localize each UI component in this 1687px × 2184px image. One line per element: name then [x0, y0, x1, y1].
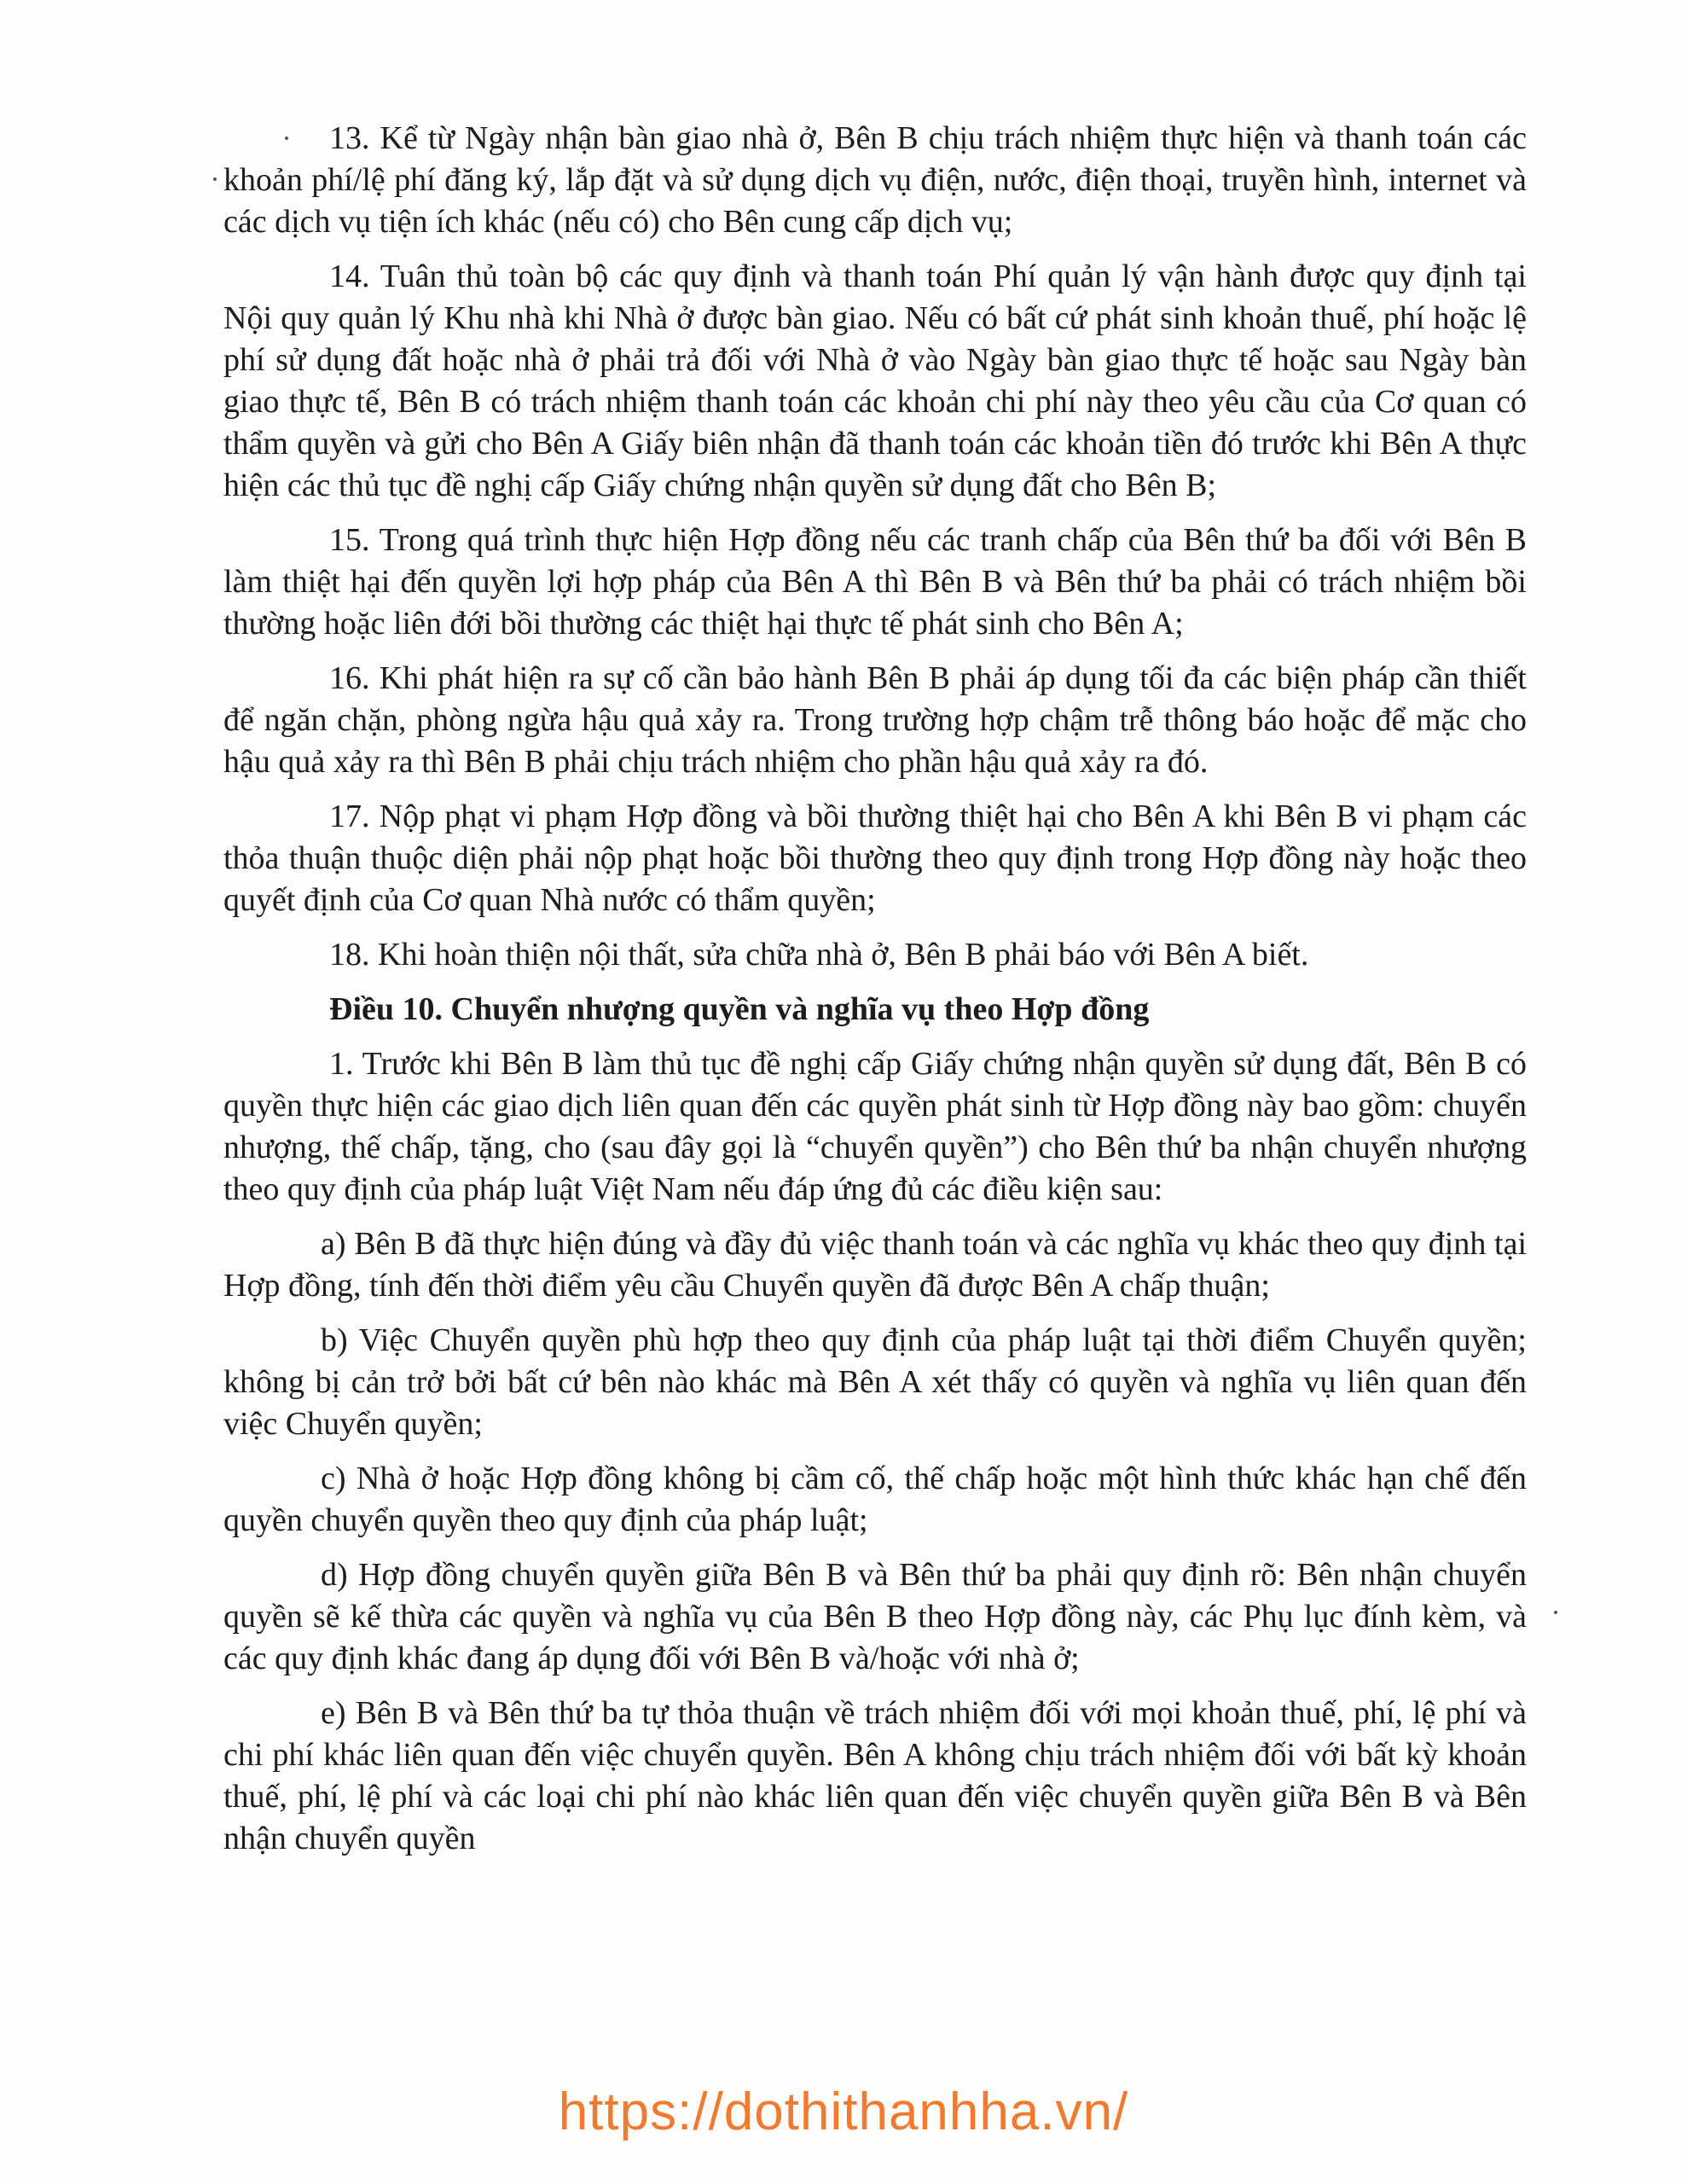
clause-18: 18. Khi hoàn thiện nội thất, sửa chữa nhà ở, Bên B phải báo với Bên A biết. [329, 937, 1309, 973]
condition-b: b) Việc Chuyển quyền phù hợp theo quy định của pháp luật tại thời điểm Chuyển quyền; không bị cản trở bởi bất cứ bên nào khác mà Bên A xét thấy có quyền và nghĩa vụ liên quan đến việc Chuyển quyền; [223, 1322, 1527, 1442]
condition-a: a) Bên B đã thực hiện đúng và đầy đủ việc thanh toán và các nghĩa vụ khác theo quy định tại Hợp đồng, tính đến thời điểm yêu cầu Chuyển quyền đã được Bên A chấp thuận; [223, 1226, 1527, 1304]
clause-14: 14. Tuân thủ toàn bộ các quy định và thanh toán Phí quản lý vận hành được quy định tại Nội quy quản lý Khu nhà khi Nhà ở được bàn giao. Nếu có bất cứ phát sinh khoản thuế, phí hoặc lệ phí sử dụng đất hoặc nhà ở phải trả đối với Nhà ở vào Ngày bàn giao thực tế hoặc sau Ngày bàn giao thực tế, Bên B có trách nhiệm thanh toán các khoản chi phí này theo yêu cầu của Cơ quan có thẩm quyền và gửi cho Bên A Giấy biên nhận đã thanh toán các khoản tiền đó trước khi Bên A thực hiện các thủ tục đề nghị cấp Giấy chứng nhận quyền sử dụng đất cho Bên B; [223, 258, 1527, 503]
article-10-heading: Điều 10. Chuyển nhượng quyền và nghĩa vụ theo Hợp đồng [329, 991, 1150, 1027]
scan-speck [213, 177, 217, 181]
clause-16: 16. Khi phát hiện ra sự cố cần bảo hành Bên B phải áp dụng tối đa các biện pháp cần thiết để ngăn chặn, phòng ngừa hậu quả xảy ra. Trong trường hợp chậm trễ thông báo hoặc để mặc cho hậu quả xảy ra thì Bên B phải chịu trách nhiệm cho phần hậu quả xảy ra đó. [223, 660, 1527, 780]
condition-c: c) Nhà ở hoặc Hợp đồng không bị cầm cố, thế chấp hoặc một hình thức khác hạn chế đến quyền chuyển quyền theo quy định của pháp luật; [223, 1461, 1527, 1538]
watermark-url[interactable]: https://dothithanhha.vn/ [558, 2082, 1129, 2141]
scan-speck [1554, 1611, 1557, 1614]
clause-13: 13. Kể từ Ngày nhận bàn giao nhà ở, Bên B chịu trách nhiệm thực hiện và thanh toán các khoản phí/lệ phí đăng ký, lắp đặt và sử dụng dịch vụ điện, nước, điện thoại, truyền hình, internet và các dịch vụ tiện ích khác (nếu có) cho Bên cung cấp dịch vụ; [223, 120, 1527, 240]
document-body [223, 118, 1527, 1873]
condition-d: d) Hợp đồng chuyển quyền giữa Bên B và Bên thứ ba phải quy định rõ: Bên nhận chuyển quyền sẽ kế thừa các quyền và nghĩa vụ của Bên B theo Hợp đồng này, các Phụ lục đính kèm, và các quy định khác đang áp dụng đối với Bên B và/hoặc với nhà ở; [223, 1557, 1527, 1676]
article-10-clause-1: 1. Trước khi Bên B làm thủ tục đề nghị cấp Giấy chứng nhận quyền sử dụng đất, Bên B có quyền thực hiện các giao dịch liên quan đến các quyền phát sinh từ Hợp đồng này bao gồm: chuyển nhượng, thế chấp, tặng, cho (sau đây gọi là “chuyển quyền”) cho Bên thứ ba nhận chuyển nhượng theo quy định của pháp luật Việt Nam nếu đáp ứng đủ các điều kiện sau: [223, 1046, 1527, 1207]
clause-17: 17. Nộp phạt vi phạm Hợp đồng và bồi thường thiệt hại cho Bên A khi Bên B vi phạm các thỏa thuận thuộc diện phải nộp phạt hoặc bồi thường theo quy định trong Hợp đồng này hoặc theo quyết định của Cơ quan Nhà nước có thẩm quyền; [223, 799, 1527, 918]
condition-e: e) Bên B và Bên thứ ba tự thỏa thuận về trách nhiệm đối với mọi khoản thuế, phí, lệ phí và chi phí khác liên quan đến việc chuyển quyền. Bên A không chịu trách nhiệm đối với bất kỳ khoản thuế, phí, lệ phí và các loại chi phí nào khác liên quan đến việc chuyển quyền giữa Bên B và Bên nhận chuyển quyền [223, 1695, 1527, 1856]
clause-15: 15. Trong quá trình thực hiện Hợp đồng nếu các tranh chấp của Bên thứ ba đối với Bên B làm thiệt hại đến quyền lợi hợp pháp của Bên A thì Bên B và Bên thứ ba phải có trách nhiệm bồi thường hoặc liên đới bồi thường các thiệt hại thực tế phát sinh cho Bên A; [223, 522, 1527, 642]
